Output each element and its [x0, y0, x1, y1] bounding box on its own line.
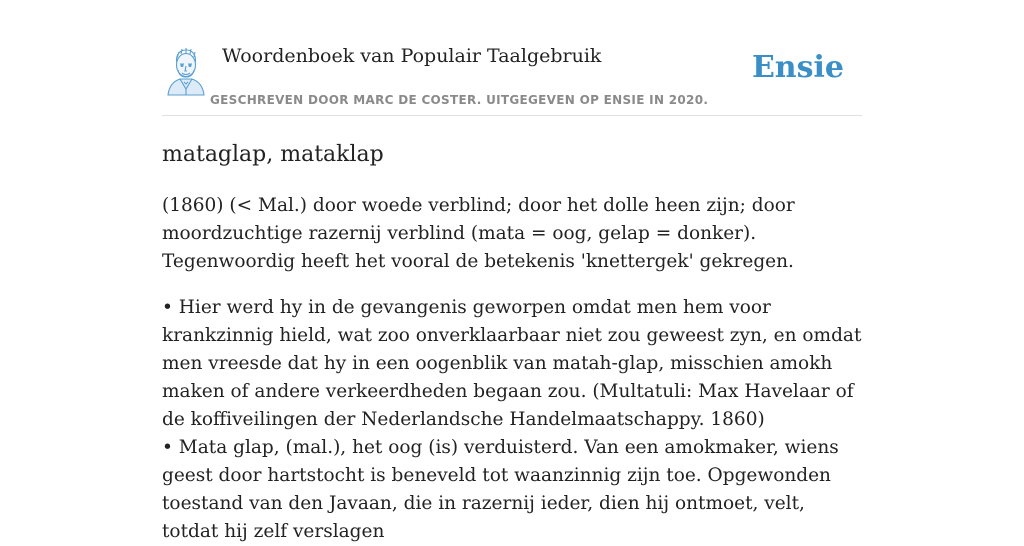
citation-quote: • Mata glap, (mal.), het oog (is) verduisterd. Van een amokmaker, wiens geest door hartstocht is beneveld tot waanzinnig zijn toe. Opgewonden toestand van den Javaan, die in razernij ieder, dien hij ontmoet, velt, totdat hij zelf verslagen	[162, 437, 839, 542]
brand-logo-link[interactable]: Ensie	[751, 50, 844, 85]
author-portrait-icon	[164, 46, 208, 96]
headword-title: mataglap, mataklap	[162, 142, 384, 167]
definition-text: (1860) (< Mal.) door woede verblind; door het dolle heen zijn; door moordzuchtige razernij verblind (mata = oog, gelap = donker). Tegenwoordig heeft het vooral de betekenis 'knettergek' gekregen.	[162, 195, 795, 272]
site-title[interactable]: Woordenboek van Populair Taalgebruik	[222, 45, 602, 67]
author-byline: GESCHREVEN DOOR MARC DE COSTER. UITGEGEVEN OP ENSIE IN 2020.	[210, 93, 709, 107]
article-content	[162, 140, 862, 546]
citation-quote: • Hier werd hy in de gevangenis geworpen omdat men hem voor krankzinnig hield, wat zoo onverklaarbaar niet zou geweest zyn, en omdat men vreesde dat hy in een oogenblik van matah-glap, misschien amokh maken of andere verkeerdheden begaan zou. (Multatuli: Max Havelaar of de koffiveilingen der Nederlandsche Handelmaatschappy. 1860)	[162, 297, 862, 430]
page-header	[162, 0, 862, 116]
